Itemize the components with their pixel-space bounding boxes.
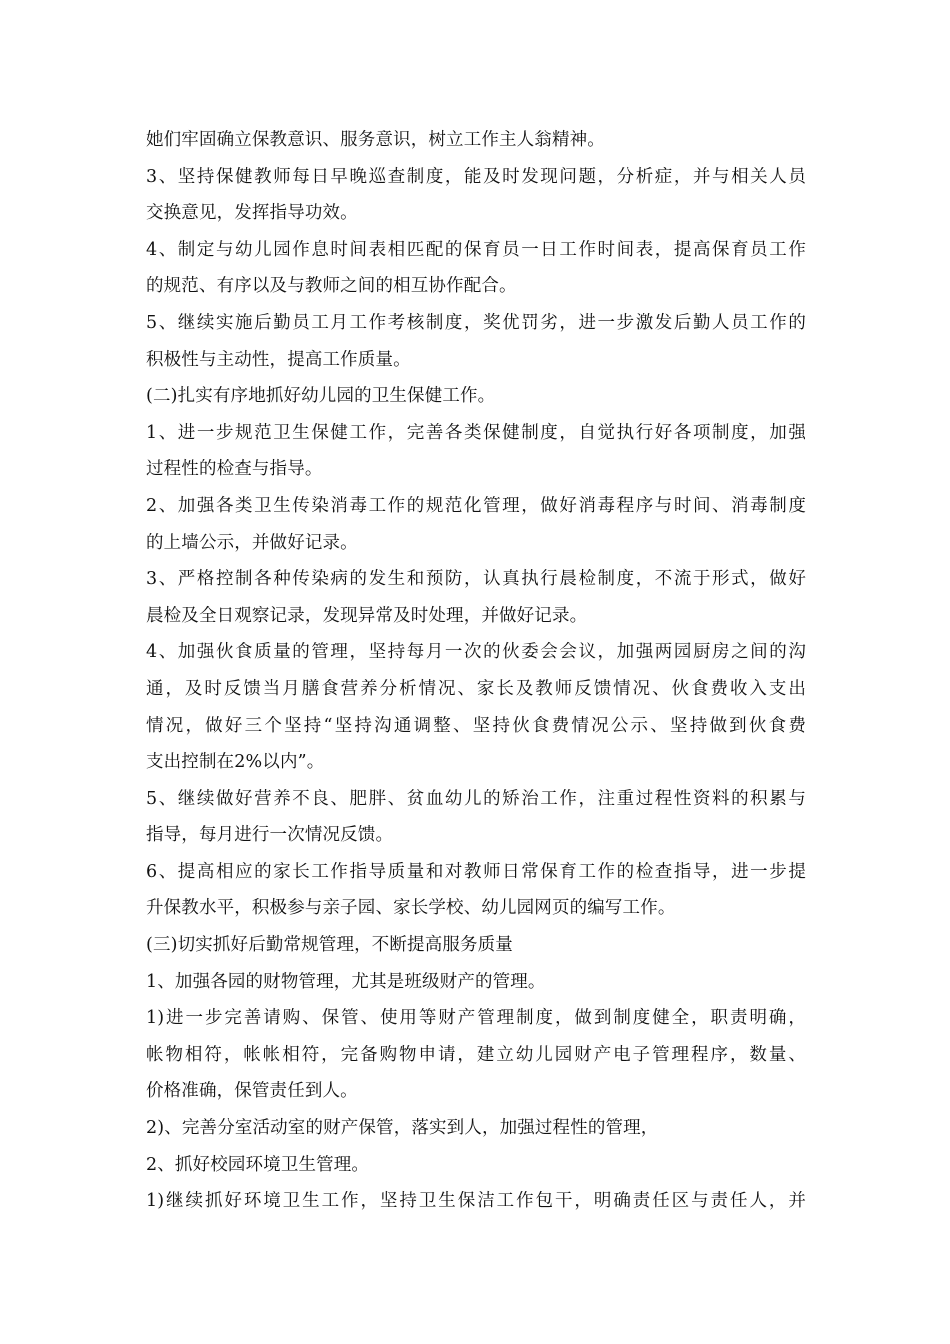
text-line: 的上墙公示，并做好记录。 [146,532,358,553]
text-line: 交换意见，发挥指导功效。 [146,203,358,224]
section-heading: (三)切实抓好后勤常规管理，不断提高服务质量 [146,935,513,956]
text-line: 晨检及全日观察记录，发现异常及时处理，并做好记录。 [146,605,588,626]
text-line: 5、继续实施后勤员工月工作考核制度，奖优罚劣，进一步激发后勤人员工作的 [146,312,806,333]
text-line: 过程性的检查与指导。 [146,459,323,480]
text-line: 支出控制在2%以内”。 [146,752,325,773]
text-line: 4、加强伙食质量的管理，坚持每月一次的伙委会会议，加强两园厨房之间的沟 [146,642,806,663]
text-line: 价格准确，保管责任到人。 [146,1081,358,1102]
text-line: 5、继续做好营养不良、肥胖、贫血幼儿的矫治工作，注重过程性资料的积累与 [146,788,806,809]
text-line: 指导，每月进行一次情况反馈。 [146,825,394,846]
text-line: 的规范、有序以及与教师之间的相互协作配合。 [146,276,517,297]
text-line: 1)继续抓好环境卫生工作，坚持卫生保洁工作包干，明确责任区与责任人，并 [146,1191,806,1212]
text-line: 升保教水平，积极参与亲子园、家长学校、幼儿园网页的编写工作。 [146,898,676,919]
text-line: 积极性与主动性，提高工作质量。 [146,349,411,370]
text-line: 她们牢固确立保教意识、服务意识，树立工作主人翁精神。 [146,130,605,150]
text-line: 4、制定与幼儿园作息时间表相匹配的保育员一日工作时间表，提高保育员工作 [146,239,806,260]
text-line: 1、进一步规范卫生保健工作，完善各类保健制度，自觉执行好各项制度，加强 [146,422,806,443]
document-body [146,122,806,1220]
text-line: 通，及时反馈当月膳食营养分析情况、家长及教师反馈情况、伙食费收入支出 [146,678,806,699]
section-heading: (二)扎实有序地抓好幼儿园的卫生保健工作。 [146,386,496,407]
text-line: 3、坚持保健教师每日早晚巡查制度，能及时发现问题，分析症，并与相关人员 [146,166,806,187]
text-line: 6、提高相应的家长工作指导质量和对教师日常保育工作的检查指导，进一步提 [146,861,806,882]
text-line: 1)进一步完善请购、保管、使用等财产管理制度，做到制度健全，职责明确， [146,1008,806,1029]
text-line: 1、加强各园的财物管理，尤其是班级财产的管理。 [146,971,546,992]
text-line: 情况，做好三个坚持“坚持沟通调整、坚持伙食费情况公示、坚持做到伙食费 [146,715,806,736]
text-line: 2)、完善分室活动室的财产保管，落实到人，加强过程性的管理， [146,1118,659,1139]
text-line: 2、抓好校园环境卫生管理。 [146,1154,370,1175]
text-line: 2、加强各类卫生传染消毒工作的规范化管理，做好消毒程序与时间、消毒制度 [146,495,806,516]
text-line: 帐物相符，帐帐相符，完备购物申请，建立幼儿园财产电子管理程序，数量、 [146,1044,806,1065]
text-line: 3、严格控制各种传染病的发生和预防，认真执行晨检制度，不流于形式，做好 [146,569,806,590]
